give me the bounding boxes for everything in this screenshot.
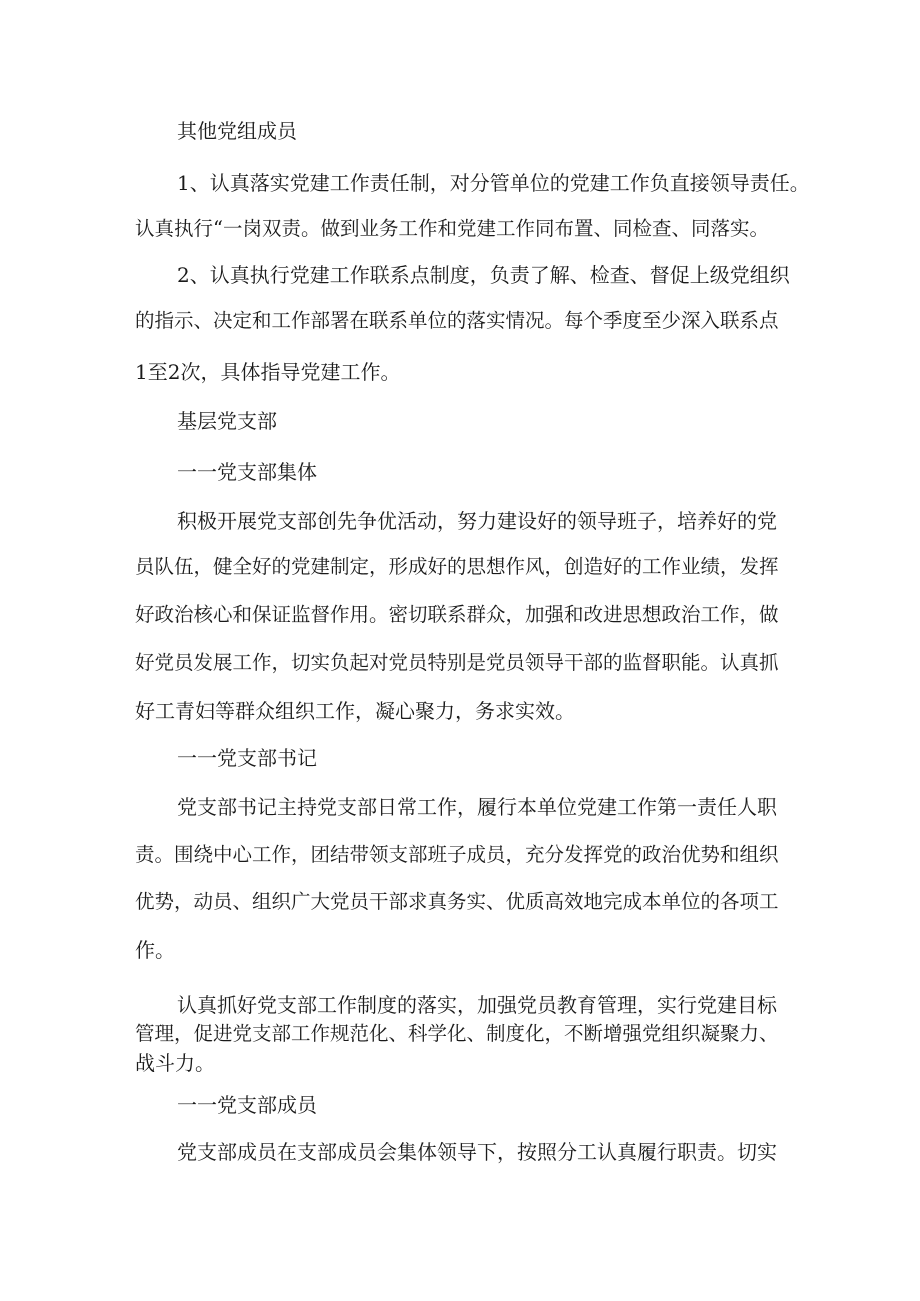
paragraph-line: 责。围绕中心工作，团结带领支部班子成员，充分发挥党的政治优势和组织 [135, 843, 779, 866]
paragraph-line: 认真抓好党支部工作制度的落实，加强党员教育管理，实行党建目标 [177, 993, 777, 1017]
paragraph-line: 好政治核心和保证监督作用。密切联系群众，加强和改进思想政治工作，做 [135, 603, 779, 626]
paragraph-line: 好党员发展工作，切实负起对党员特别是党员领导干部的监督职能。认真抓 [135, 651, 779, 674]
paragraph-line: 党支部书记主持党支部日常工作，履行本单位党建工作第一责任人职 [177, 795, 777, 819]
paragraph-line: 1、认真落实党建工作责任制，对分管单位的党建工作负直接领导责任。 [177, 171, 810, 195]
section-heading-grassroots-branch: 基层党支部 [177, 409, 277, 433]
subsection-heading-branch-collective: 一一党支部集体 [177, 460, 317, 484]
section-heading-other-members: 其他党组成员 [177, 119, 297, 143]
subsection-heading-branch-secretary: 一一党支部书记 [177, 746, 317, 770]
paragraph-line: 认真执行“一岗双责。做到业务工作和党建工作同布置、同检查、同落实。 [135, 217, 769, 240]
paragraph-line: 2、认真执行党建工作联系点制度，负责了解、检查、督促上级党组织 [177, 263, 790, 287]
paragraph-line: 党支部成员在支部成员会集体领导下，按照分工认真履行职责。切实 [177, 1140, 777, 1164]
paragraph-line: 的指示、决定和工作部署在联系单位的落实情况。每个季度至少深入联系点 [135, 309, 779, 332]
paragraph-line: 战斗力。 [135, 1051, 215, 1075]
paragraph-line: 员队伍，健全好的党建制定，形成好的思想作风，创造好的工作业绩，发挥 [135, 555, 779, 578]
paragraph-line: 好工青妇等群众组织工作，凝心聚力，务求实效。 [135, 699, 575, 723]
paragraph-line: 1至2次，具体指导党建工作。 [135, 360, 401, 384]
paragraph-line: 优势，动员、组织广大党员干部求真务实、优质高效地完成本单位的各项工 [135, 890, 779, 913]
paragraph-line: 作。 [135, 938, 175, 962]
paragraph-line: 管理，促进党支部工作规范化、科学化、制度化，不断增强党组织凝聚力、 [135, 1022, 779, 1045]
paragraph-line: 积极开展党支部创先争优活动，努力建设好的领导班子，培养好的党 [177, 509, 777, 533]
subsection-heading-branch-members: 一一党支部成员 [177, 1093, 317, 1117]
